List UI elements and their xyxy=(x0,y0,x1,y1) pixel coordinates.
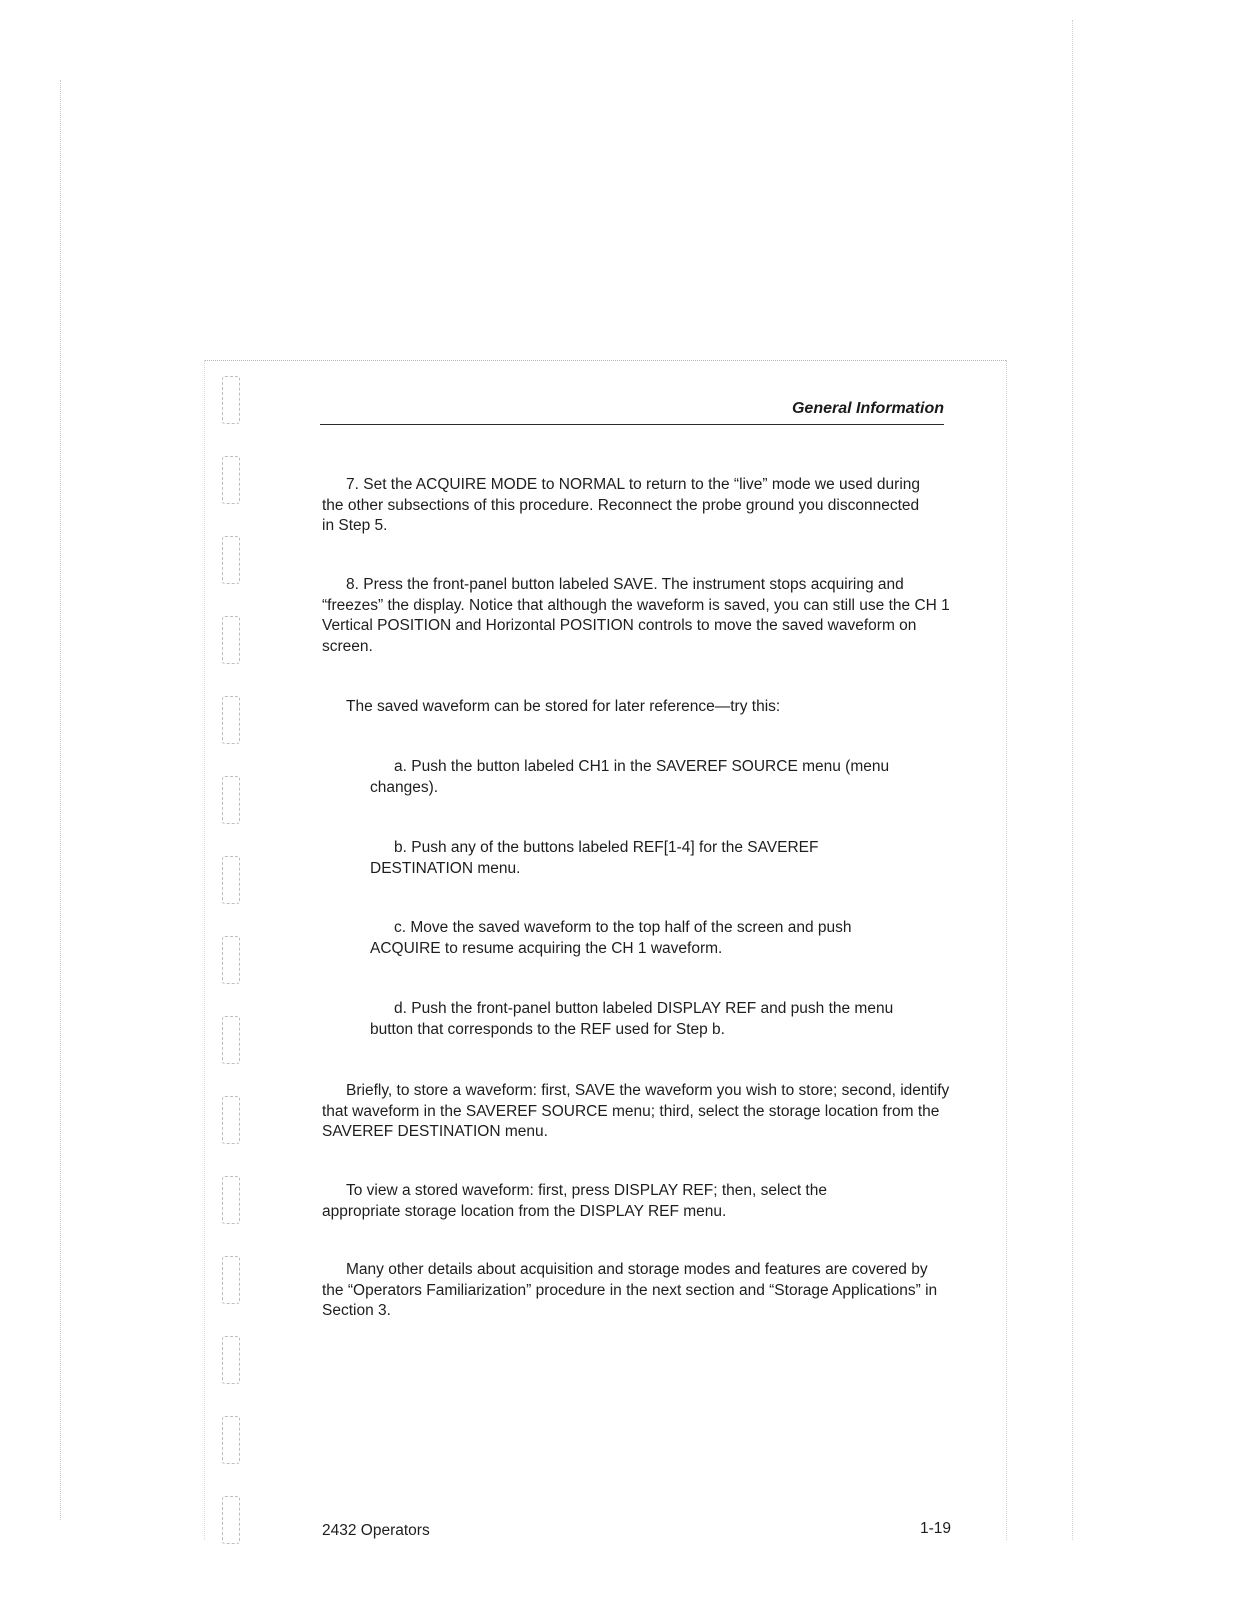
step-7-paragraph: 7. Set the ACQUIRE MODE to NORMAL to return to the “live” mode we used during the other subsections of this procedure. Reconnect the probe ground you disconnected in Step 5. xyxy=(322,476,921,534)
binder-hole xyxy=(222,1496,240,1544)
summary-view-paragraph: To view a stored waveform: first, press DISPLAY REF; then, select the appropriate storage location from the DISPLAY REF menu. xyxy=(322,1182,827,1220)
binder-hole xyxy=(222,1096,240,1144)
binder-hole xyxy=(222,696,240,744)
header-rule xyxy=(320,424,944,425)
binder-hole xyxy=(222,776,240,824)
binder-hole xyxy=(222,376,240,424)
substep-c: c. Move the saved waveform to the top half of the screen and push ACQUIRE to resume acquiring the CH 1 waveform. xyxy=(370,919,852,957)
binder-hole xyxy=(222,536,240,584)
section-title: General Information xyxy=(791,400,944,417)
binder-hole xyxy=(222,1016,240,1064)
binder-hole xyxy=(222,456,240,504)
binder-hole xyxy=(222,936,240,984)
binder-hole xyxy=(222,856,240,904)
sheet-left-edge xyxy=(204,360,205,1540)
binder-hole xyxy=(222,1416,240,1464)
substep-a: a. Push the button labeled CH1 in the SAVEREF SOURCE menu (menu changes). xyxy=(370,758,890,796)
sheet-top-edge xyxy=(204,360,1006,361)
scan-edge-right xyxy=(1072,20,1073,1540)
scan-edge-left xyxy=(60,80,61,1520)
substep-d: d. Push the front-panel button labeled DISPLAY REF and push the menu button that corresponds to the REF used for Step b. xyxy=(370,1000,894,1038)
footer-page-number: 1-19 xyxy=(919,1520,951,1537)
binder-holes xyxy=(222,376,246,1536)
binder-hole xyxy=(222,1176,240,1224)
binder-hole xyxy=(222,616,240,664)
step-8-paragraph: 8. Press the front-panel button labeled SAVE. The instrument stops acquiring and “freezes” the display. Notice that although the waveform is saved, you can still use the CH 1 Vertical POSITION and Horizontal POSITION controls to move the saved waveform on screen. xyxy=(322,576,950,655)
sheet-right-edge xyxy=(1006,360,1007,1540)
binder-hole xyxy=(222,1256,240,1304)
closing-paragraph: Many other details about acquisition and storage modes and features are covered by the “Operators Familiarization” procedure in the next section and “Storage Applications” in Section 3. xyxy=(322,1261,938,1319)
binder-hole xyxy=(222,1336,240,1384)
summary-store-paragraph: Briefly, to store a waveform: first, SAVE the waveform you wish to store; second, identify that waveform in the SAVEREF SOURCE menu; third, select the storage location from the SAVEREF DESTINATION menu. xyxy=(322,1082,950,1140)
substep-b: b. Push any of the buttons labeled REF[1-4] for the SAVEREF DESTINATION menu. xyxy=(370,839,819,877)
intro-paragraph: The saved waveform can be stored for later reference—try this: xyxy=(346,698,781,715)
footer-manual-name: 2432 Operators xyxy=(322,1522,430,1539)
